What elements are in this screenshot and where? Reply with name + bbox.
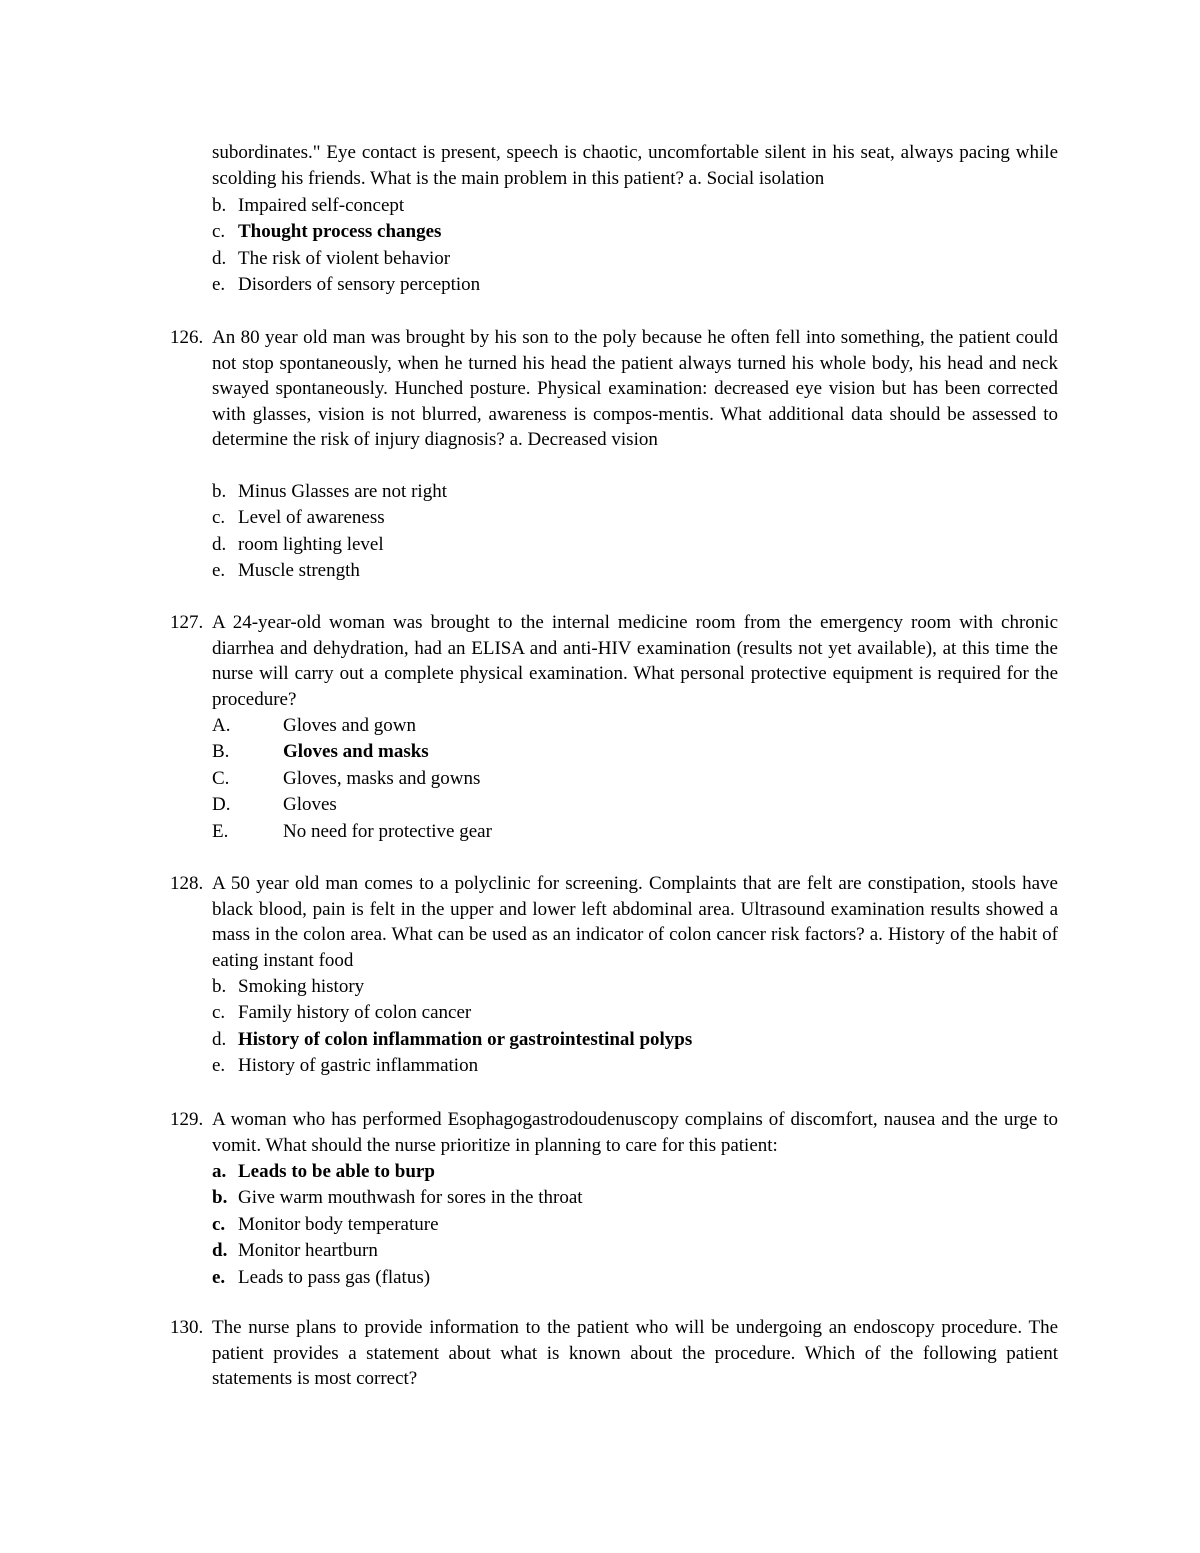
option: d. Monitor heartburn	[212, 1240, 378, 1262]
option: e. History of gastric inflammation	[212, 1055, 479, 1077]
question-128-text: A 50 year old man comes to a polyclinic for screening. Complaints that are felt are constipation, stools have black blood, pain is felt in the upper and lower left abdominal area. Ultrasound examination results showed a mass in the colon area. What can be used as an indicator of colon cancer risk factors? a. History of the habit of eating instant food	[212, 873, 1058, 971]
question-129-text: A woman who has performed Esophagogastrodoudenuscopy complains of discomfort, nausea and the urge to vomit. What should the nurse prioritize in planning to care for this patient:	[212, 1109, 1058, 1156]
question-127-options	[212, 713, 492, 845]
option-correct: d. History of colon inflammation or gastrointestinal polyps	[212, 1028, 693, 1050]
option: C. Gloves, masks and gowns	[212, 767, 481, 789]
option: e. Muscle strength	[212, 560, 360, 582]
option: d. room lighting level	[212, 533, 384, 555]
question-129-options	[212, 1159, 583, 1291]
question-129-number: 129.	[170, 1109, 204, 1130]
option: c. Family history of colon cancer	[212, 1002, 472, 1024]
question-126-options	[212, 479, 447, 585]
question-126-text: An 80 year old man was brought by his son to the poly because he often fell into something, the patient could not stop spontaneously, when he turned his head the patient always turned his whole body, his head and neck swayed spontaneously. Hunched posture. Physical examination: decreased eye vision but has been corrected with glasses, vision is not blurred, awareness is compos-mentis. What additional data should be assessed to determine the risk of injury diagnosis? a. Decreased vision	[212, 327, 1058, 450]
option: e. Leads to pass gas (flatus)	[212, 1266, 431, 1288]
option: b. Give warm mouthwash for sores in the throat	[212, 1187, 583, 1209]
option: d. The risk of violent behavior	[212, 247, 451, 269]
question-130-text: The nurse plans to provide information to the patient who will be undergoing an endoscopy procedure. The patient provides a statement about what is known about the procedure. Which of the following patient statements is most correct?	[212, 1317, 1058, 1389]
question-125-options	[212, 193, 480, 299]
option: c. Monitor body temperature	[212, 1213, 439, 1235]
question-127-number: 127.	[170, 612, 204, 633]
option: D. Gloves	[212, 794, 337, 816]
option-correct: c. Thought process changes	[212, 221, 442, 243]
option: A. Gloves and gown	[212, 715, 416, 736]
option-correct: B. Gloves and masks	[212, 741, 429, 763]
option-correct: a. Leads to be able to burp	[212, 1161, 435, 1182]
option: E. No need for protective gear	[212, 820, 492, 842]
question-125-continuation: subordinates." Eye contact is present, speech is chaotic, uncomfortable silent in his seat, always pacing while scolding his friends. What is the main problem in this patient? a. Social isolation	[212, 142, 1058, 189]
question-128-number: 128.	[170, 873, 204, 894]
option: b. Minus Glasses are not right	[212, 481, 447, 502]
question-126-number: 126.	[170, 327, 204, 348]
option: b. Smoking history	[212, 976, 365, 997]
question-128-options	[212, 974, 692, 1080]
option: e. Disorders of sensory perception	[212, 274, 481, 296]
question-130-number: 130.	[170, 1317, 204, 1338]
option: b. Impaired self-concept	[212, 195, 405, 216]
question-127-text: A 24-year-old woman was brought to the internal medicine room from the emergency room with chronic diarrhea and dehydration, had an ELISA and anti-HIV examination (results not yet available), at this time the nurse will carry out a complete physical examination. What personal protective equipment is required for the procedure?	[212, 612, 1058, 710]
option: c. Level of awareness	[212, 507, 385, 529]
